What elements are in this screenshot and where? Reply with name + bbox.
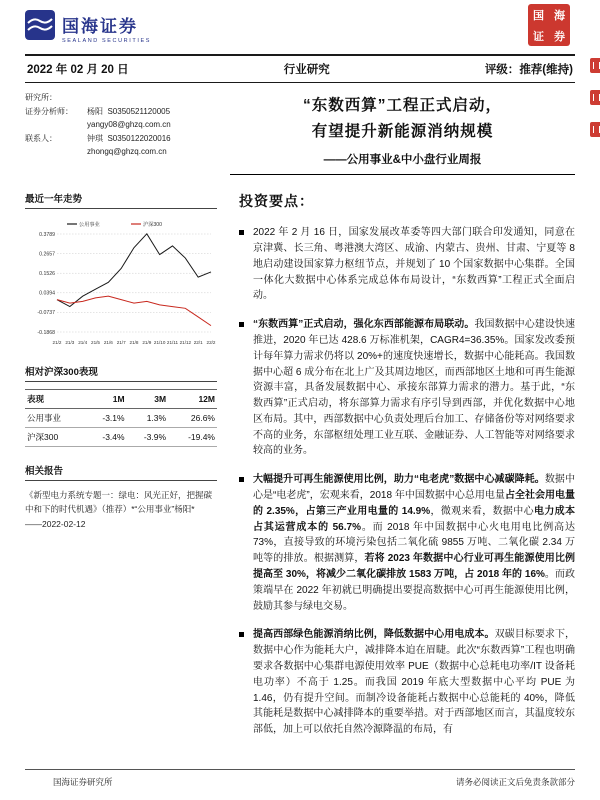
header-band (25, 54, 575, 83)
brand-name-cn: 国海证券 (62, 16, 138, 36)
sidebar (25, 191, 217, 751)
footer-right: 请务必阅读正文后免责条款部分 (455, 777, 575, 787)
report-title-line1: “东数西算”工程正式启动， (302, 97, 502, 114)
analyst-label: 证券分析师： (25, 106, 73, 116)
perf-header-row (25, 390, 217, 409)
perf-row (25, 409, 217, 428)
report-title-line2: 有望提升新能源消纳规模 (311, 122, 494, 140)
brand-name-en: SEALAND SECURITIES (62, 37, 152, 44)
bullet-item (239, 472, 575, 614)
svg-text:22/1: 22/1 (193, 340, 203, 346)
bullet-text: “东数西算”正式启动，强化东西部能源布局联动。我国数据中心建设快速推进，2020 年已达 428.6 万标准机架，CAGR4=36.35%。国家发改委预计每年算力需求仍将以 20%+的速度快速增长，数据中心能耗高。我国数据中心超 6 成分布在北上广及其周边地区，而西部地区土地和可再生能源资源丰富，具备发展数据中心、承接东部算力需求的潜力。基于此，“东数西算”正式启动，将东部算力需求有序引导到西部，并优化数据中心地区布局。其中，西部数据中心负责处理后台加工、存储备份等对网络要求不高的业务，东部枢纽处理工业互联、金融证券、人工智能等对网络要求较高的业务。 (253, 319, 575, 457)
bullet-list (239, 225, 575, 738)
svg-text:0.2657: 0.2657 (39, 251, 55, 258)
svg-text:21/8: 21/8 (129, 340, 139, 346)
sealand-logo-icon (25, 10, 55, 45)
report-subtitle: ——公用事业&中小盘行业周报 (323, 154, 482, 167)
perf-cell: 1.3% (127, 409, 168, 428)
bullet-marker-icon (239, 632, 244, 637)
investment-highlights-heading: 投资要点： (239, 193, 314, 210)
brand-logo (25, 10, 575, 45)
trend-section-title: 最近一年走势 (25, 191, 217, 209)
bullet-marker-icon (239, 322, 244, 327)
edge-seal-icon (590, 122, 600, 137)
svg-text:21/12: 21/12 (179, 340, 192, 346)
perf-cell: -19.4% (168, 428, 217, 447)
rating-label: 评级： (484, 64, 520, 76)
analyst-name-id: 杨阳 S0350521120005 (87, 106, 171, 116)
institute-label: 研究所： (25, 93, 57, 102)
analyst-block (25, 91, 230, 175)
bullet-marker-icon (239, 477, 244, 482)
svg-text:21/5: 21/5 (91, 340, 100, 346)
svg-text:沪深300: 沪深300 (143, 222, 163, 229)
svg-text:0.3789: 0.3789 (39, 231, 55, 238)
edge-seal-icon (590, 58, 600, 73)
contact-label: 联系人： (25, 133, 57, 143)
perf-cell: 沪深300 (25, 428, 85, 447)
perf-col-header: 1M (85, 390, 126, 409)
report-link[interactable]: 《新型电力系统专题一：绿电：风光正好，把握碳中和下的时代机遇》（推荐）*“公用事业”杨阳* (25, 490, 213, 515)
svg-text:21/3: 21/3 (65, 340, 75, 346)
contact-name-id: 钟琪 S0350122020016 (87, 133, 171, 143)
svg-text:21/4: 21/4 (78, 340, 88, 346)
contact-email[interactable]: zhongq@ghzq.com.cn (87, 147, 167, 157)
perf-col-header: 3M (127, 390, 168, 409)
performance-table (25, 389, 217, 447)
bullet-item (239, 225, 575, 304)
trend-chart (25, 216, 217, 348)
svg-text:21/9: 21/9 (142, 340, 152, 346)
svg-text:0.0394: 0.0394 (39, 290, 55, 297)
bullet-text: 提高西部绿色能源消纳比例，降低数据中心用电成本。双碳目标要求下，数据中心作为能耗大户，减排降本迫在眉睫。此次“东数西算”工程也明确要求各数据中心集群电源使用效率 PUE（数据中心总耗电功率/IT 设备耗电功率）不高于 1.25。而我国 2019 年底大型数据中心平均 PUE 为 1.46，仍有提升空间。而制冷设备能耗占数据中心总能耗的 40%，降低其能耗是数据中心减排降本的重要举措。对于西部地区而言，其温度较东部低，加上可以依托自然冷源降温的布局，有 (253, 629, 576, 736)
perf-col-header: 表现 (25, 390, 85, 409)
svg-text:22/2: 22/2 (206, 340, 216, 346)
related-reports-list (25, 488, 217, 532)
bullet-marker-icon (239, 230, 244, 235)
doc-type: 行业研究 (283, 64, 330, 76)
main-column (239, 191, 575, 751)
bullet-text: 大幅提升可再生能源使用比例，助力“电老虎”数据中心减碳降耗。数据中心是“电老虎”，宏观来看，2018 年中国数据中心总用电量占全社会用电量的 2.35%，占第三产业用电量的 14.9%，微观来看，数据中心电力成本占其运营成本的 56.7%。而 2018 年中国数据中心火电用电比例高达 73%，直接导致的环境污染包括二氧化硫 9855 万吨、二氧化碳 2.34 万吨等的排放。根据测算，若将 2023 年数据中心行业可再生能源使用比例提高至 30%，将减少二氧化碳排放 1583 万吨，占 2018 年的 16%。而政策端早在 2022 年初就已明确提出要提高数据中心可再生能源使用比例，鼓励其参与绿电交易。 (253, 474, 576, 612)
svg-text:-0.0737: -0.0737 (37, 310, 55, 317)
edge-seal-icon (590, 90, 600, 105)
perf-cell: 26.6% (168, 409, 217, 428)
report-date: 2022 年 02 月 20 日 (27, 64, 129, 76)
info-row (25, 91, 575, 175)
perf-row (25, 428, 217, 447)
svg-text:21/2: 21/2 (52, 340, 62, 346)
svg-text:0.1526: 0.1526 (39, 271, 55, 278)
perf-cell: -3.4% (85, 428, 126, 447)
svg-text:21/6: 21/6 (103, 340, 113, 346)
reports-section-title: 相关报告 (25, 463, 217, 481)
rating-value: 推荐(维持) (519, 64, 573, 76)
svg-text:21/7: 21/7 (116, 340, 126, 346)
svg-text:公用事业: 公用事业 (79, 222, 100, 229)
svg-text:21/10: 21/10 (153, 340, 166, 346)
footer-left: 国海证券研究所 (53, 777, 113, 787)
rating (485, 61, 573, 77)
perf-cell: -3.9% (127, 428, 168, 447)
top-row (0, 0, 600, 52)
page-footer (25, 769, 575, 788)
perf-section-title: 相对沪深300表现 (25, 364, 217, 382)
bullet-text: 2022 年 2 月 16 日，国家发展改革委等四大部门联合印发通知，同意在京津冀、长三角、粤港澳大湾区、成渝、内蒙古、贵州、甘肃、宁夏等 8 地启动建设国家算力枢纽节点，并规划了 10 个国家数据中心集群。全国一体化大数据中心体系完成总体布局设计，“东数西算”工程正式全面启动。 (253, 227, 575, 302)
content (25, 191, 575, 751)
report-date: ——2022-02-12 (25, 519, 86, 530)
bullet-item (239, 317, 575, 459)
bullet-item (239, 627, 575, 738)
perf-cell: -3.1% (85, 409, 126, 428)
company-seal-stamp: 国 海 证 券 (528, 4, 570, 46)
analyst-email[interactable]: yangy08@ghzq.com.cn (87, 120, 171, 130)
svg-text:21/11: 21/11 (166, 340, 179, 346)
svg-text:-0.1868: -0.1868 (37, 329, 55, 336)
perf-cell: 公用事业 (25, 409, 85, 428)
title-block (230, 91, 575, 175)
perf-col-header: 12M (168, 390, 217, 409)
